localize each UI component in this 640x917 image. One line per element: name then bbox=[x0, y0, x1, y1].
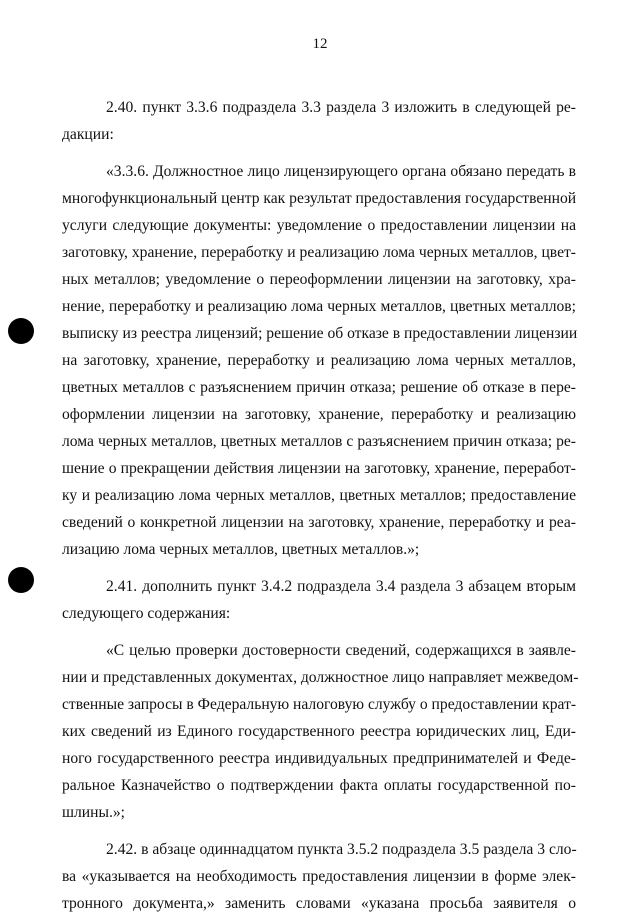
punch-hole-top bbox=[8, 318, 34, 344]
text-line: заготовку, хранение, переработку и реализацию лома черных металлов, цвет- bbox=[62, 244, 576, 261]
text-line: нение, переработку и реализацию лома черных металлов, цветных металлов; bbox=[62, 298, 576, 315]
text-line: ральное Казначейство о подтверждении факта оплаты государственной по- bbox=[62, 777, 576, 794]
text-line: нии и представленных документах, должностное лицо направляет межведом- bbox=[62, 669, 579, 686]
paragraph-3-4-2 bbox=[62, 637, 579, 826]
text-line: ких сведений из Единого государственного реестра юридических лиц, Еди- bbox=[62, 723, 576, 740]
text-line: 2.42. в абзаце одиннадцатом пункта 3.5.2 подраздела 3.5 раздела 3 сло- bbox=[106, 841, 577, 858]
text-line: лома черных металлов, цветных металлов с разъяснением причин отказа; ре- bbox=[62, 433, 576, 450]
text-line: ного государственного реестра индивидуальных предпринимателей и Феде- bbox=[62, 750, 576, 767]
text-line: следующего содержания: bbox=[62, 605, 231, 622]
page-number: 12 bbox=[312, 36, 328, 52]
text-line: шение о прекращении действия лицензии на заготовку, хранение, переработ- bbox=[62, 460, 576, 477]
text-line: «3.3.6. Должностное лицо лицензирующего органа обязано передать в bbox=[106, 163, 576, 180]
paragraph-3-3-6 bbox=[62, 158, 576, 563]
text-line: «С целью проверки достоверности сведений, содержащихся в заявле- bbox=[106, 642, 576, 659]
punch-hole-bottom bbox=[8, 567, 34, 593]
text-line: сведений о конкретной лицензии на заготовку, хранение, переработку и реа- bbox=[62, 514, 576, 531]
text-line: ва «указывается на необходимость предоставления лицензии в форме элек- bbox=[62, 868, 576, 885]
text-line: 2.40. пункт 3.3.6 подраздела 3.3 раздела 3 изложить в следующей ре- bbox=[106, 99, 576, 116]
text-line: ных металлов; уведомление о переоформлении лицензии на заготовку, хра- bbox=[62, 271, 576, 288]
text-line: оформлении лицензии на заготовку, хранение, переработку и реализацию bbox=[62, 406, 576, 423]
text-line: выписку из реестра лицензий; решение об отказе в предоставлении лицензии bbox=[62, 325, 578, 342]
text-line: ственные запросы в Федеральную налоговую службу о предоставлении крат- bbox=[62, 696, 577, 713]
text-line: многофункциональный центр как результат предоставления государственной bbox=[62, 190, 577, 207]
paragraph-2-40 bbox=[62, 94, 576, 148]
document-body bbox=[62, 94, 579, 917]
text-line: ку и реализацию лома черных металлов, цветных металлов; предоставление bbox=[62, 487, 576, 504]
text-line: дакции: bbox=[62, 126, 114, 143]
text-line: лизацию лома черных металлов, цветных металлов.»; bbox=[62, 541, 420, 558]
paragraph-2-41 bbox=[62, 573, 576, 627]
text-line: 2.41. дополнить пункт 3.4.2 подраздела 3.4 раздела 3 абзацем вторым bbox=[106, 578, 576, 595]
text-line: шлины.»; bbox=[62, 804, 125, 821]
text-line: услуги следующие документы: уведомление о предоставлении лицензии на bbox=[62, 217, 576, 234]
text-line: на заготовку, хранение, переработку и реализацию лома черных металлов, bbox=[62, 352, 576, 369]
text-line: цветных металлов с разъяснением причин отказа; решение об отказе в пере- bbox=[62, 379, 576, 396]
text-line: тронного документа,» заменить словами «указана просьба заявителя о bbox=[62, 895, 576, 912]
